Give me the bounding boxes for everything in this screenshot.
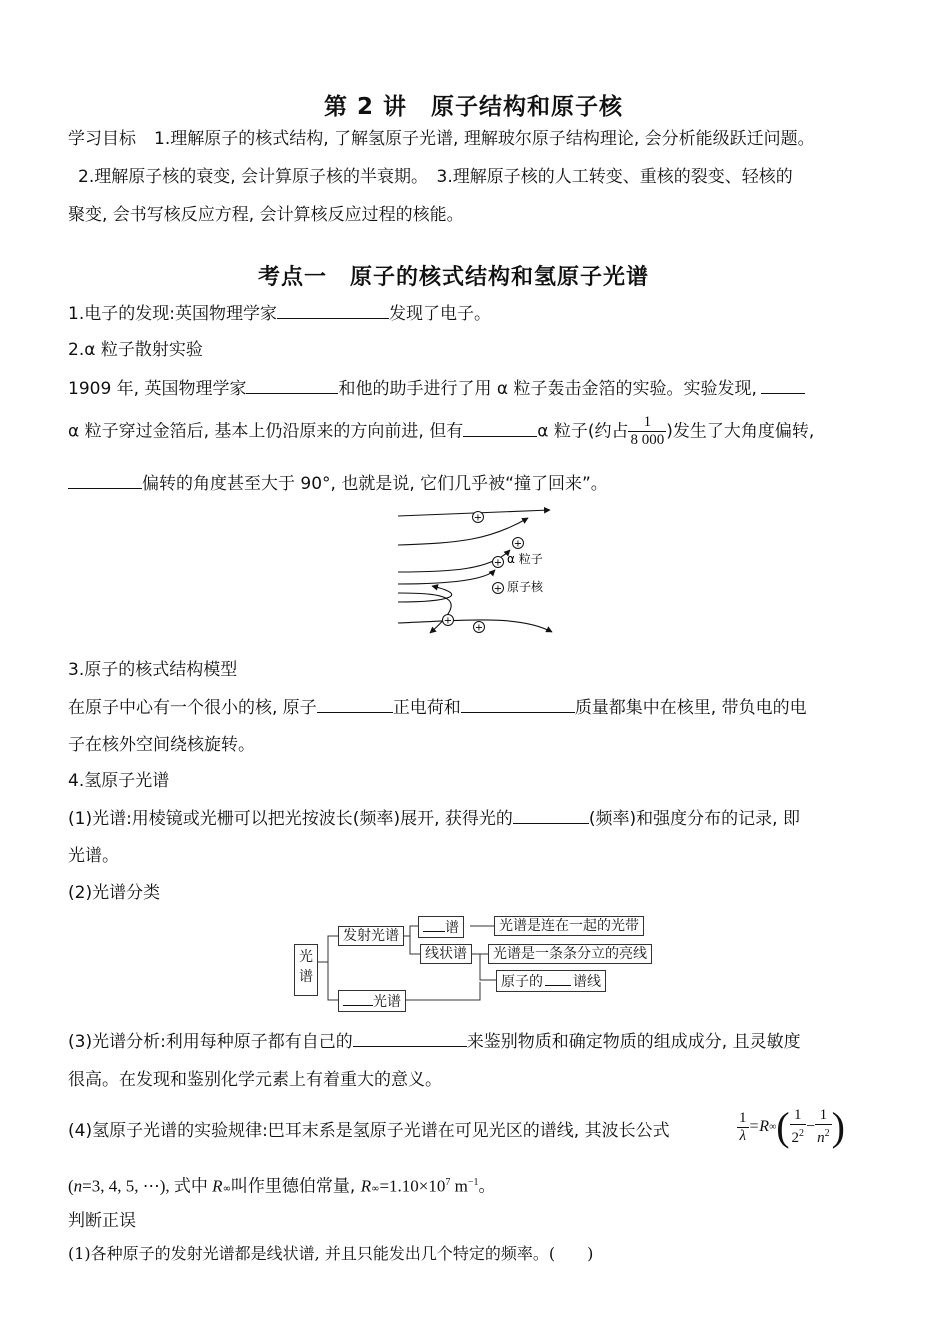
goals-line-2: 2.理解原子核的衰变, 会计算原子核的半衰期。 3.理解原子核的人工转变、重核的裂变、轻核的 xyxy=(78,167,793,187)
formula-den-3 xyxy=(815,1125,832,1147)
tree-absorption-spectrum xyxy=(338,990,406,1012)
formula-expn: 2 xyxy=(824,1128,830,1139)
tree-continuous-spectrum xyxy=(418,916,464,938)
tree-emission-spectrum: 发射光谱 xyxy=(338,926,404,946)
formula-inf: ∞ xyxy=(769,1121,777,1133)
tree-atom-prefix: 原子的 xyxy=(501,974,543,990)
para-2-line-2 xyxy=(68,414,814,449)
para-4-3-line-1 xyxy=(68,1030,801,1053)
answer-blank[interactable] xyxy=(463,420,537,437)
para-2-text-e: )发生了大角度偏转, xyxy=(666,421,815,442)
para-4-heading: 4.氢原子光谱 xyxy=(68,771,170,791)
para-1-text-a: 1.电子的发现:英国物理学家 xyxy=(68,304,277,324)
para-2-line-3 xyxy=(68,472,608,495)
para-4-1-text-b: (频率)和强度分布的记录, 即 xyxy=(588,809,800,829)
para-4-3-text-b: 来鉴别物质和确定物质的组成成分, 且灵敏度 xyxy=(466,1032,801,1052)
formula-paren-close: ) xyxy=(831,1104,845,1149)
goals-line-3: 聚变, 会书写核反应方程, 会计算核反应过程的核能。 xyxy=(68,205,464,225)
para-4-3-text-a: (3)光谱分析:利用每种原子都有自己的 xyxy=(68,1032,353,1052)
para-4-4-line-1 xyxy=(68,1120,670,1142)
fraction-1-8000 xyxy=(628,414,666,449)
formula-num: 1 xyxy=(739,1109,747,1126)
answer-blank[interactable] xyxy=(353,1030,467,1047)
svg-text:+: + xyxy=(443,615,453,627)
formula-R: =R xyxy=(748,1118,770,1135)
para-3-line-1 xyxy=(68,696,807,719)
para-4-2: (2)光谱分类 xyxy=(68,883,161,903)
tree-atom-lines xyxy=(496,970,606,992)
para-3-line-2: 子在核外空间绕核旋转。 xyxy=(68,735,255,755)
answer-blank[interactable] xyxy=(761,377,805,394)
formula-minus: − xyxy=(806,1118,816,1135)
para-2-text-d: α 粒子(约占 xyxy=(537,421,629,442)
p442-e: m xyxy=(450,1176,468,1196)
formula-den-2 xyxy=(790,1125,807,1147)
p442-R: R xyxy=(212,1176,223,1196)
para-2-line-1 xyxy=(68,377,805,400)
para-4-3-line-2: 很高。在发现和鉴别化学元素上有着重大的意义。 xyxy=(68,1070,442,1090)
alpha-scattering-figure xyxy=(390,500,560,645)
goals-text-1: 1.理解原子的核式结构, 了解氢原子光谱, 理解玻尔原子结构理论, 会分析能级跃迁问题。 xyxy=(154,129,815,149)
answer-blank[interactable] xyxy=(513,807,589,824)
tree-atom-suffix: 谱线 xyxy=(573,974,601,990)
svg-text:+: + xyxy=(493,557,503,569)
nucleus-marker xyxy=(473,512,484,524)
formula-num-3: 1 xyxy=(815,1107,832,1125)
p442-c: 叫作里德伯常量, xyxy=(230,1176,361,1197)
answer-blank[interactable] xyxy=(68,472,142,489)
formula-paren-open: ( xyxy=(776,1104,790,1149)
formula-two: 2 xyxy=(791,1130,800,1146)
answer-blank[interactable] xyxy=(246,377,338,394)
p442-b: =3, 4, 5, ⋯), 式中 xyxy=(82,1176,213,1196)
answer-blank[interactable] xyxy=(423,917,445,932)
nucleus-marker xyxy=(493,557,504,569)
balmer-formula xyxy=(737,1102,845,1158)
formula-one-over-lambda xyxy=(737,1110,749,1145)
judge-item-1: (1)各种原子的发射光谱都是线状谱, 并且只能发出几个特定的频率。( ) xyxy=(68,1244,594,1263)
nucleus-marker xyxy=(474,622,485,634)
tree-continuous-suffix: 谱 xyxy=(445,920,459,936)
para-4-1-line-2: 光谱。 xyxy=(68,846,119,866)
para-2-text-c: α 粒子穿过金箔后, 基本上仍沿原来的方向前进, 但有 xyxy=(68,421,464,442)
p442-inf: ∞ xyxy=(222,1183,231,1195)
para-4-1-line-1 xyxy=(68,807,800,830)
label-nucleus: 原子核 xyxy=(507,580,544,594)
p442-expm1: −1 xyxy=(467,1177,479,1188)
para-2-heading: 2.α 粒子散射实验 xyxy=(68,340,203,360)
goals-line-1 xyxy=(68,128,815,150)
spectrum-tree xyxy=(290,910,660,1020)
formula-exp2: 2 xyxy=(799,1128,805,1139)
para-2-text-f: 偏转的角度甚至大于 90°, 也就是说, 它们几乎被“撞了回来”。 xyxy=(142,474,608,494)
label-alpha-particle: α 粒子 xyxy=(507,552,543,566)
nucleus-marker xyxy=(513,538,524,550)
formula-one-over-two-sq xyxy=(790,1107,807,1147)
p442-inf2: ∞ xyxy=(371,1183,380,1195)
para-3-text-c: 质量都集中在核里, 带负电的电 xyxy=(574,698,807,718)
fraction-numerator: 1 xyxy=(628,414,666,432)
p442-exp7: 7 xyxy=(445,1177,451,1188)
para-3-heading: 3.原子的核式结构模型 xyxy=(68,660,238,680)
para-2-text-a: 1909 年, 英国物理学家 xyxy=(68,379,247,399)
para-4-1-text-a: (1)光谱:用棱镜或光栅可以把光按波长(频率)展开, 获得光的 xyxy=(68,809,513,829)
p442-a: ( xyxy=(68,1176,74,1196)
answer-blank[interactable] xyxy=(461,696,575,713)
nucleus-markers xyxy=(443,512,524,634)
answer-blank[interactable] xyxy=(317,696,393,713)
para-2-text-b: 和他的助手进行了用 α 粒子轰击金箔的实验。实验发现, xyxy=(338,379,757,399)
answer-blank[interactable] xyxy=(277,302,389,319)
para-1-text-b: 发现了电子。 xyxy=(388,304,491,324)
formula-one-over-n-sq xyxy=(815,1107,832,1147)
para-3-text-b: 正电荷和 xyxy=(392,698,461,718)
para-1 xyxy=(68,302,491,325)
judge-heading: 判断正误 xyxy=(68,1211,136,1231)
svg-text:+: + xyxy=(513,538,523,550)
para-3-text-a: 在原子中心有一个很小的核, 原子 xyxy=(68,698,317,718)
p442-n: n xyxy=(73,1176,83,1196)
answer-blank[interactable] xyxy=(545,971,571,986)
tree-line-desc: 光谱是一条条分立的亮线 xyxy=(488,944,652,964)
fraction-denominator: 8 000 xyxy=(630,432,665,448)
tree-absorption-suffix: 光谱 xyxy=(373,994,401,1010)
alpha-track xyxy=(398,518,528,545)
formula-lambda: λ xyxy=(739,1127,746,1144)
answer-blank[interactable] xyxy=(343,991,373,1006)
formula-num-2: 1 xyxy=(790,1107,807,1125)
para-4-4-text: (4)氢原子光谱的实验规律:巴耳末系是氢原子光谱在可见光区的谱线, 其波长公式 xyxy=(68,1121,670,1141)
svg-text:+: + xyxy=(473,512,483,524)
tree-root-spectrum: 光谱 xyxy=(294,944,318,996)
tree-continuous-desc: 光谱是连在一起的光带 xyxy=(494,916,644,936)
nucleus-marker xyxy=(443,615,454,627)
section-1-title: 考点一 原子的核式结构和氢原子光谱 xyxy=(258,265,650,290)
p442-d: =1.10×10 xyxy=(379,1176,446,1196)
goals-label: 学习目标 xyxy=(68,129,136,149)
page-title: 第 2 讲 原子结构和原子核 xyxy=(324,94,624,120)
formula-n: n xyxy=(817,1130,825,1146)
svg-text:+: + xyxy=(493,583,503,595)
p442-f: 。 xyxy=(478,1176,496,1197)
svg-text:+: + xyxy=(474,622,484,634)
para-4-4-line-2 xyxy=(68,1172,496,1201)
p442-R2: R xyxy=(360,1176,372,1196)
tree-line-spectrum: 线状谱 xyxy=(420,944,472,964)
nucleus-marker xyxy=(493,583,504,595)
